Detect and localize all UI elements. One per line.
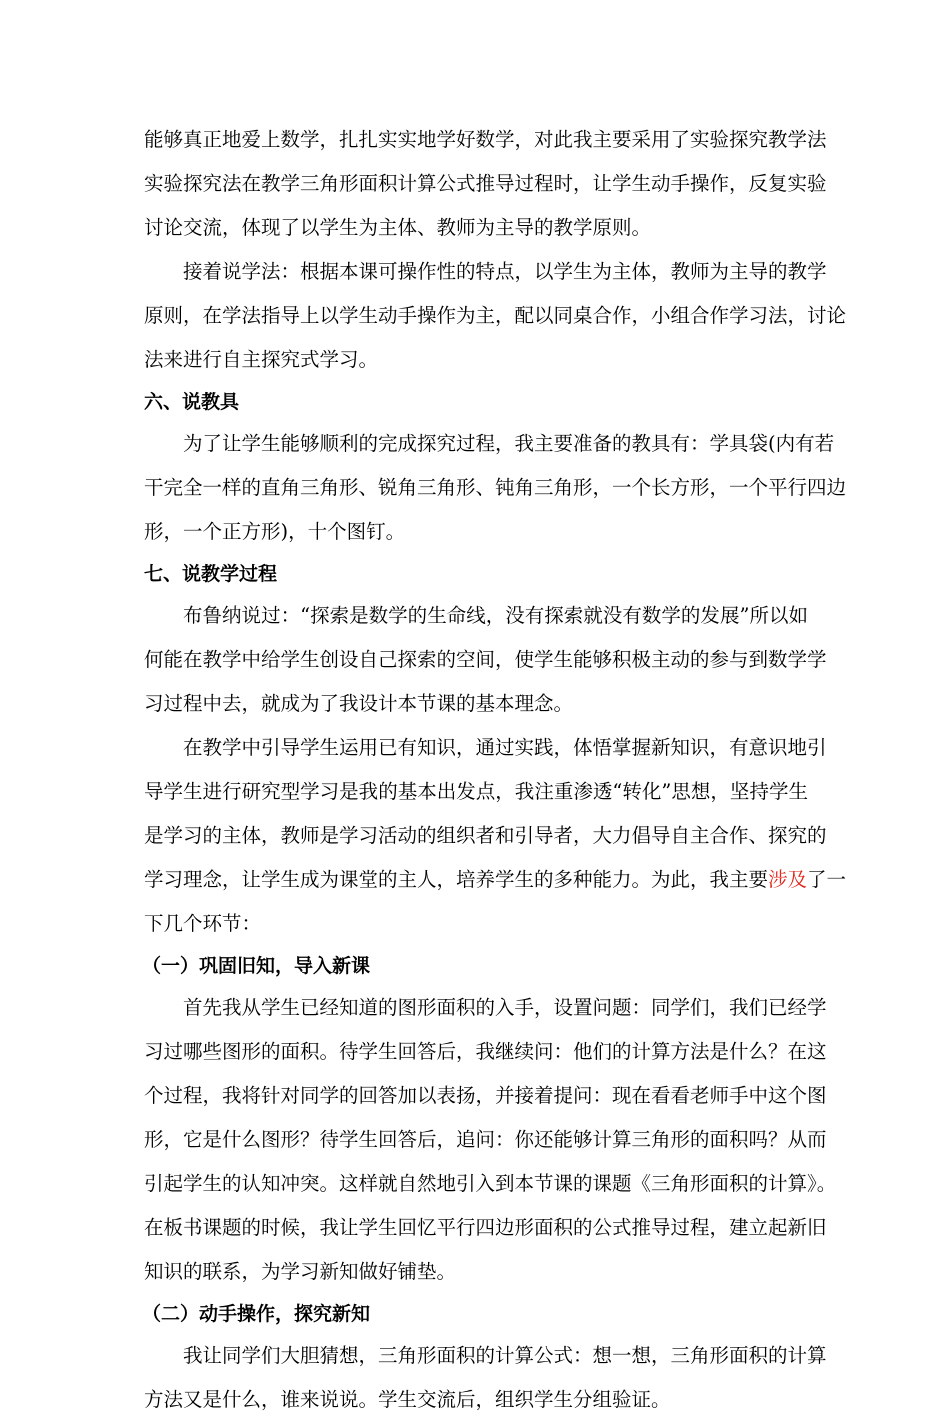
subsection-heading: （二）动手操作，探究新知 [142, 1303, 371, 1325]
paragraph-line: 习过哪些图形的面积。待学生回答后，我继续问：他们的计算方法是什么？在这 [144, 1040, 827, 1063]
paragraph-line: 在教学中引导学生运用已有知识，通过实践，体悟掌握新知识，有意识地引 [183, 736, 827, 759]
highlighted-text: 涉及 [768, 868, 808, 891]
paragraph-line: 实验探究法在教学三角形面积计算公式推导过程时，让学生动手操作，反复实验 [144, 172, 827, 195]
paragraph-line: 干完全一样的直角三角形、锐角三角形、钝角三角形，一个长方形，一个平行四边 [144, 476, 847, 499]
paragraph-line: 在板书课题的时候，我让学生回忆平行四边形面积的公式推导过程，建立起新旧 [144, 1216, 827, 1239]
paragraph-line: 何能在教学中给学生创设自己探索的空间，使学生能够积极主动的参与到数学学 [144, 648, 827, 671]
paragraph-line: 原则，在学法指导上以学生动手操作为主，配以同桌合作，小组合作学习法，讨论 [144, 304, 847, 327]
section-heading: 七、说教学过程 [144, 563, 278, 585]
paragraph-line: 形，一个正方形)，十个图钉。 [144, 520, 406, 543]
paragraph-line: 导学生进行研究型学习是我的基本出发点，我注重渗透“转化”思想，坚持学生 [144, 780, 808, 803]
subsection-heading: （一）巩固旧知，导入新课 [142, 955, 371, 977]
paragraph-line: 引起学生的认知冲突。这样就自然地引入到本节课的课题《三角形面积的计算》。 [144, 1172, 837, 1195]
paragraph-line: 法来进行自主探究式学习。 [144, 348, 379, 371]
paragraph-line: 个过程，我将针对同学的回答加以表扬，并接着提问：现在看看老师手中这个图 [144, 1084, 827, 1107]
paragraph-line [144, 858, 847, 902]
document-body [142, 118, 847, 1422]
paragraph-line: 首先我从学生已经知道的图形面积的入手，设置问题：同学们，我们已经学 [183, 996, 827, 1019]
paragraph-line: 接着说学法：根据本课可操作性的特点，以学生为主体，教师为主导的教学 [183, 260, 827, 283]
paragraph-line: 是学习的主体，教师是学习活动的组织者和引导者，大力倡导自主合作、探究的 [144, 824, 827, 847]
section-heading: 六、说教具 [144, 391, 240, 413]
paragraph-line: 能够真正地爱上数学，扎扎实实地学好数学，对此我主要采用了实验探究教学法 [144, 128, 827, 151]
paragraph-line: 布鲁纳说过：“探索是数学的生命线，没有探索就没有数学的发展”所以如 [183, 604, 808, 627]
paragraph-line: 知识的联系，为学习新知做好铺垫。 [144, 1260, 457, 1283]
paragraph-line: 形，它是什么图形？待学生回答后，追问：你还能够计算三角形的面积吗？从而 [144, 1128, 827, 1151]
paragraph-line: 讨论交流，体现了以学生为主体、教师为主导的教学原则。 [144, 216, 652, 239]
line-text: 学习理念，让学生成为课堂的主人，培养学生的多种能力。为此，我主要 [144, 868, 769, 891]
paragraph-line: 方法又是什么，谁来说说。学生交流后，组织学生分组验证。 [144, 1388, 671, 1411]
paragraph-line: 下几个环节： [144, 912, 262, 935]
line-text: 了一 [807, 868, 847, 891]
paragraph-line: 为了让学生能够顺利的完成探究过程，我主要准备的教具有：学具袋(内有若 [183, 432, 835, 455]
paragraph-line: 我让同学们大胆猜想，三角形面积的计算公式：想一想，三角形面积的计算 [183, 1344, 827, 1367]
paragraph-line: 习过程中去，就成为了我设计本节课的基本理念。 [144, 692, 574, 715]
